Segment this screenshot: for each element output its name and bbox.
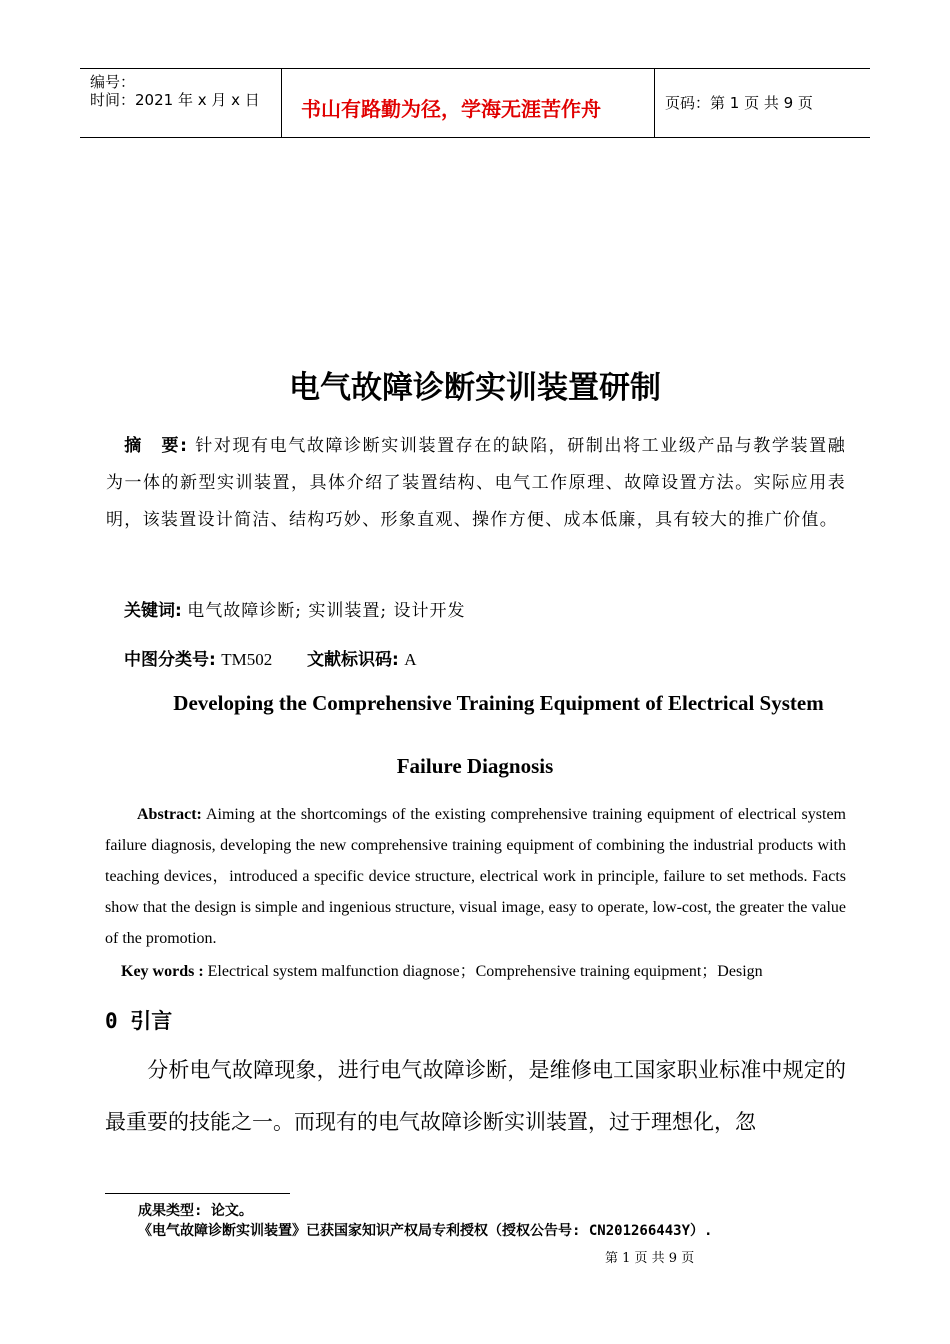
keywords-cn-text: 电气故障诊断; 实训装置; 设计开发 — [187, 601, 466, 621]
classification-line — [124, 645, 417, 670]
keywords-en — [121, 958, 763, 981]
footnote-divider — [105, 1193, 290, 1194]
abstract-cn-label: 摘 要: — [124, 436, 189, 456]
clc-label: 中图分类号: — [124, 650, 216, 670]
abstract-en-label: Abstract: — [137, 806, 202, 823]
doc-code-label: 文献标识码: — [307, 650, 399, 670]
header-page-info: 页码：第 1 页 共 9 页 — [665, 94, 813, 112]
section-heading: 0 引言 — [105, 1009, 173, 1033]
keywords-cn — [124, 596, 465, 621]
header-motto: 书山有路勤为径，学海无涯苦作舟 — [301, 97, 601, 121]
english-title-line2: Failure Diagnosis — [396, 754, 554, 778]
header-motto-cell — [282, 69, 655, 137]
footnote-line1: 成果类型: 论文。 — [138, 1203, 253, 1219]
english-title-line1: Developing the Comprehensive Training Equipment of Electrical System — [173, 691, 824, 715]
document-number-label: 编号： — [90, 73, 136, 91]
clc-value: TM502 — [221, 650, 273, 669]
header-table — [80, 68, 870, 138]
doc-code-value: A — [404, 650, 417, 669]
document-time-label: 时间：2021 年 x 月 x 日 — [90, 91, 260, 109]
intro-paragraph — [105, 1044, 846, 1148]
intro-paragraph-text: 分析电气故障现象，进行电气故障诊断，是维修电工国家职业标准中规定的最重要的技能之一。而现有的电气故障诊断实训装置，过于理想化，忽 — [105, 1058, 846, 1134]
page-title: 电气故障诊断实训装置研制 — [289, 370, 661, 406]
abstract-en — [105, 799, 846, 954]
keywords-en-label: Key words : — [121, 963, 204, 980]
keywords-en-text: Electrical system malfunction diagnose；Comprehensive training equipment；Design — [207, 963, 763, 980]
keywords-cn-label: 关键词: — [124, 601, 182, 621]
page-footer: 第 1 页 共 9 页 — [605, 1251, 695, 1266]
header-meta-cell — [80, 69, 282, 137]
footnote-line2: 《电气故障诊断实训装置》已获国家知识产权局专利授权（授权公告号: CN201266443Y）. — [138, 1223, 713, 1239]
abstract-cn — [106, 428, 846, 539]
abstract-cn-text: 针对现有电气故障诊断实训装置存在的缺陷，研制出将工业级产品与教学装置融为一体的新型实训装置，具体介绍了装置结构、电气工作原理、故障设置方法。实际应用表明，该装置设计简洁、结构巧妙、形象直观、操作方便、成本低廉，具有较大的推广价值。 — [106, 436, 847, 530]
abstract-en-text: Aiming at the shortcomings of the existing comprehensive training equipment of electrical system failure diagnosis, developing the new comprehensive training equipment of combining the industrial products with teaching devices，introduced a specific device structure, electrical work in principle, failure to set methods. Facts show that the design is simple and ingenious structure, visual image, easy to operate, low-cost, the greater the value of the promotion. — [105, 806, 846, 947]
header-page-cell — [655, 69, 870, 137]
